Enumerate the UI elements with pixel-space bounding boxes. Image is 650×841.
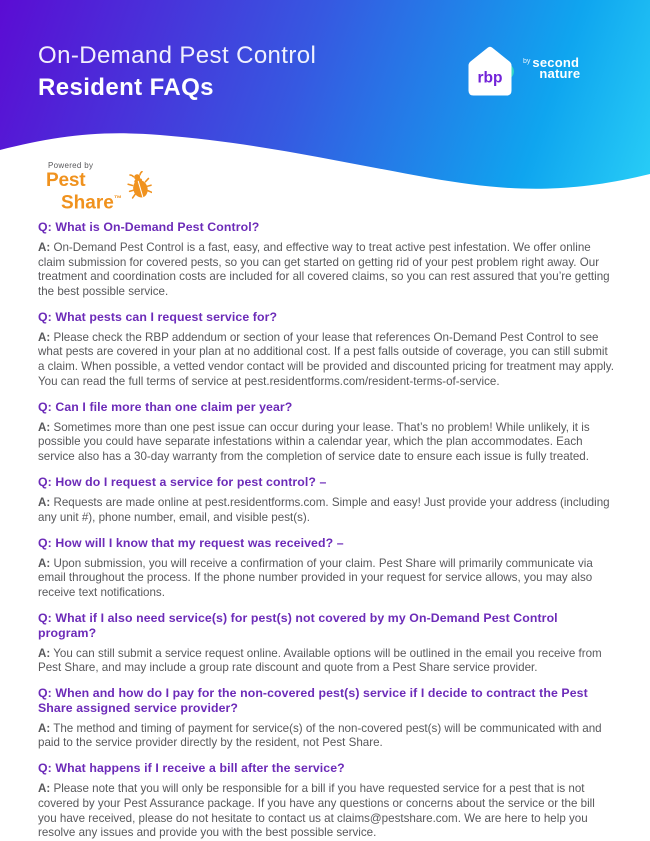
faq-item xyxy=(38,400,616,465)
pest-share-logo xyxy=(46,161,152,214)
faq-item xyxy=(38,761,616,840)
beetle-icon xyxy=(127,171,152,200)
faq-item xyxy=(38,611,616,676)
faq-question: Q: How will I know that my request was received? – xyxy=(38,535,344,550)
faq-item xyxy=(38,310,616,389)
second-nature-line1: second xyxy=(532,55,580,70)
faq-question: Q: When and how do I pay for the non-covered pest(s) service if I decide to contract the Pest Share assigned service provider? xyxy=(38,686,588,715)
faq-item xyxy=(38,686,616,751)
faq-answer: A: Please check the RBP addendum or section of your lease that references On-Demand Pest Control to see what pests are covered in your plan at no additional cost. If a pest falls outside of coverage, you can still submit a claim. When possible, a vetted vendor contact will be provided and discounted pricing for treatment may apply. You can read the full terms of service at pest.residentforms.com/resident-terms-of-service. xyxy=(38,330,614,388)
page-title: On-Demand Pest Control xyxy=(38,42,317,69)
faq-item xyxy=(38,536,616,601)
faq-question: Q: How do I request a service for pest control? – xyxy=(38,475,327,490)
faq-item xyxy=(38,220,616,299)
second-nature-wordmark xyxy=(523,57,580,79)
pest-share-word-share: Share™ xyxy=(61,192,122,214)
faq-question: Q: What if I also need service(s) for pest(s) not covered by my On-Demand Pest Control program? xyxy=(38,611,558,640)
faq-question: Q: What pests can I request service for? xyxy=(38,309,278,324)
rbp-house-icon xyxy=(464,42,516,100)
powered-by-label: Powered by xyxy=(48,161,94,170)
trademark-symbol: ™ xyxy=(113,194,122,203)
faq-answer: A: Please note that you will only be responsible for a bill if you have requested service for a pest that is not covered by your Pest Assurance package. If you have any questions or concerns about the service or the bill you have received, please do not hesitate to contact us at claims@pestshare.com. We are here to help you resolve any issues and provide you with the best possible service. xyxy=(38,782,595,840)
faq-question: Q: What happens if I receive a bill after the service? xyxy=(38,761,345,776)
page-subtitle: Resident FAQs xyxy=(38,74,214,101)
header-titles xyxy=(38,40,316,104)
second-nature-line2: nature xyxy=(539,66,581,81)
faq-list xyxy=(38,220,616,841)
rbp-logo-text: rbp xyxy=(477,69,503,87)
faq-answer: A: Requests are made online at pest.residentforms.com. Simple and easy! Just provide your address (including any unit #), phone number, email, and visible pest(s). xyxy=(38,496,610,524)
faq-answer: A: The method and timing of payment for service(s) of the non-covered pest(s) will be communicated with and paid to the service provider directly by the resident, not Pest Share. xyxy=(38,721,602,750)
faq-item xyxy=(38,475,616,525)
faq-answer: A: Upon submission, you will receive a confirmation of your claim. Pest Share will primarily communicate via email throughout the process. If the phone number provided in your request for service allows, you may also receive text notifications. xyxy=(38,556,593,599)
faq-question: Q: Can I file more than one claim per year? xyxy=(38,399,293,414)
faq-answer: A: Sometimes more than one pest issue can occur during your lease. That’s no problem! While unlikely, it is possible you could have separate infestations within a calendar year, which the plan accommodates. Each service also has a 30-day warranty from the completion of service date to ensure each issue is fully treated. xyxy=(38,420,590,463)
faq-answer: A: On-Demand Pest Control is a fast, easy, and effective way to treat active pest infestation. We offer online claim submission for covered pests, so you can get started on getting rid of your pest problem right away. Our treatment and coordination costs are included for all covered claims, so you can rest assured that you’re getting the best possible service. xyxy=(38,241,610,298)
rbp-second-nature-logo xyxy=(464,42,580,100)
faq-answer: A: You can still submit a service request online. Available options will be outlined in the email you receive from Pest Share, and may include a group rate discount and quote from a Pest Share service provider. xyxy=(38,646,602,675)
pest-share-word-pest: Pest xyxy=(46,170,86,191)
faq-question: Q: What is On-Demand Pest Control? xyxy=(38,220,260,234)
by-label: by xyxy=(523,58,531,65)
